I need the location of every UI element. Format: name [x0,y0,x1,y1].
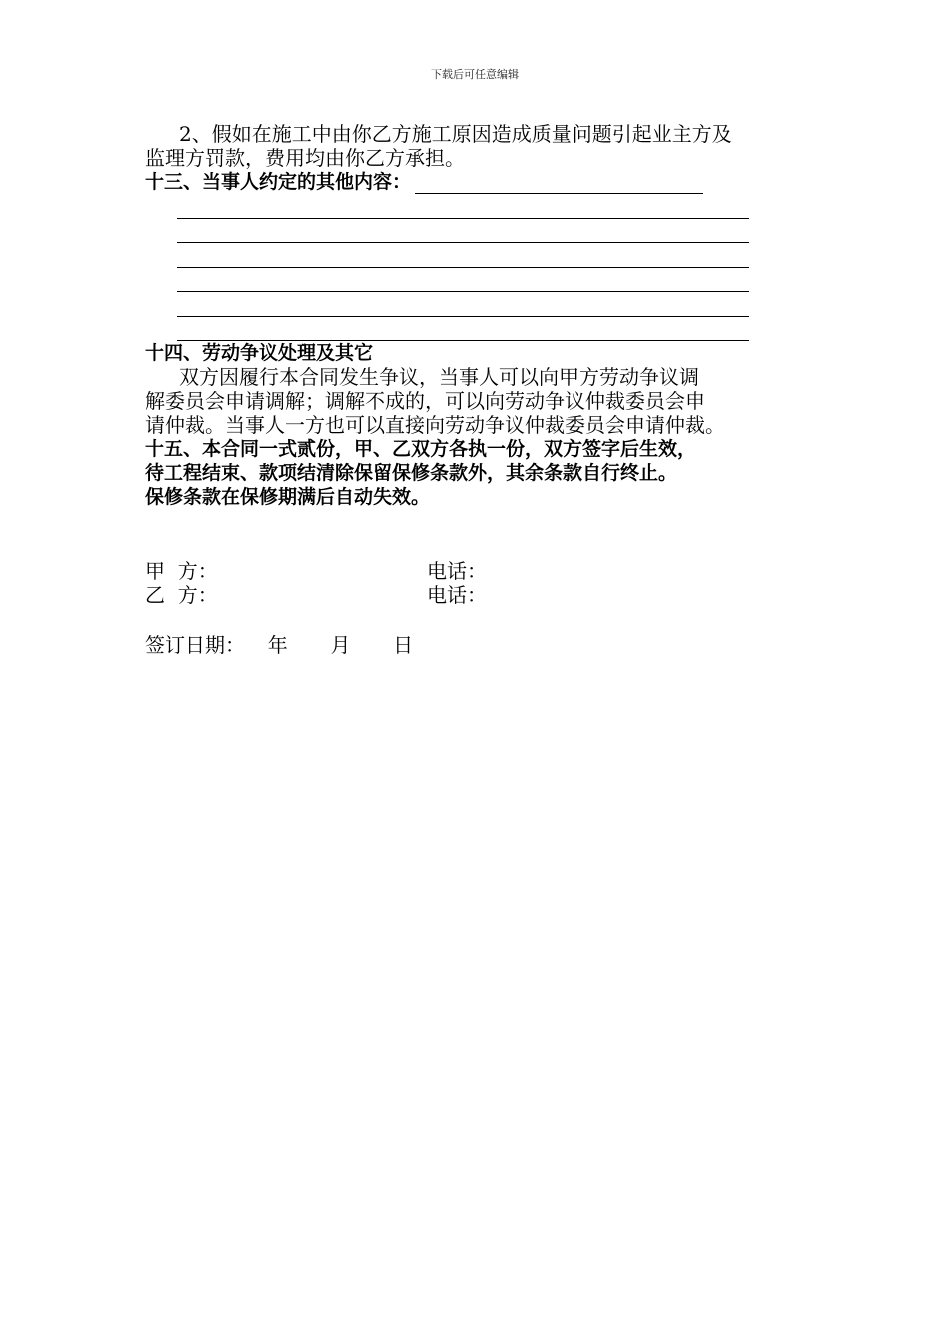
blank-line[interactable] [177,292,749,317]
section-15-line-3: 保修条款在保修期满后自动失效。 [145,486,431,508]
blank-line[interactable] [177,194,749,219]
header-note: 下载后可任意编辑 [431,68,519,81]
clause-2-line-1: 2、假如在施工中由你乙方施工原因造成质量问题引起业主方及 [179,122,732,146]
party-b-phone-label: 电话： [427,583,487,607]
section-14-line-2: 解委员会申请调解；调解不成的，可以向劳动争议仲裁委员会申 [145,389,705,413]
sign-date-label: 签订日期： [145,633,245,657]
document-body [145,122,825,657]
party-b-row [145,583,825,607]
section-14-line-1: 双方因履行本合同发生争议，当事人可以向甲方劳动争议调 [179,365,699,389]
blank-line[interactable] [177,243,749,268]
party-a-label: 甲 方： [145,559,218,583]
party-b-label: 乙 方： [145,583,218,607]
blank-line[interactable] [177,317,749,342]
sign-date-row [145,633,825,657]
spacer [145,509,825,559]
blank-line[interactable] [177,219,749,244]
sign-date-day: 日 [393,633,414,657]
party-a-phone-label: 电话： [427,559,487,583]
section-15-line-1: 十五、本合同一式贰份，甲、乙双方各执一份，双方签字后生效， [145,438,697,460]
section-13-heading [145,170,825,194]
section-13-title: 十三、当事人约定的其他内容： [145,171,412,193]
party-a-row [145,559,825,583]
section-13-fill-line[interactable] [415,173,703,194]
sign-date-year: 年 [267,633,288,657]
sign-date-month: 月 [330,633,351,657]
blank-line[interactable] [177,268,749,293]
clause-2-line-2: 监理方罚款，费用均由你乙方承担。 [145,146,465,170]
section-13-blank-lines [177,194,749,341]
section-14-title: 十四、劳动争议处理及其它 [145,342,374,364]
section-14-line-3: 请仲裁。当事人一方也可以直接向劳动争议仲裁委员会申请仲裁。 [145,413,725,437]
section-15-line-2: 待工程结束、款项结清除保留保修条款外，其余条款自行终止。 [145,462,678,484]
